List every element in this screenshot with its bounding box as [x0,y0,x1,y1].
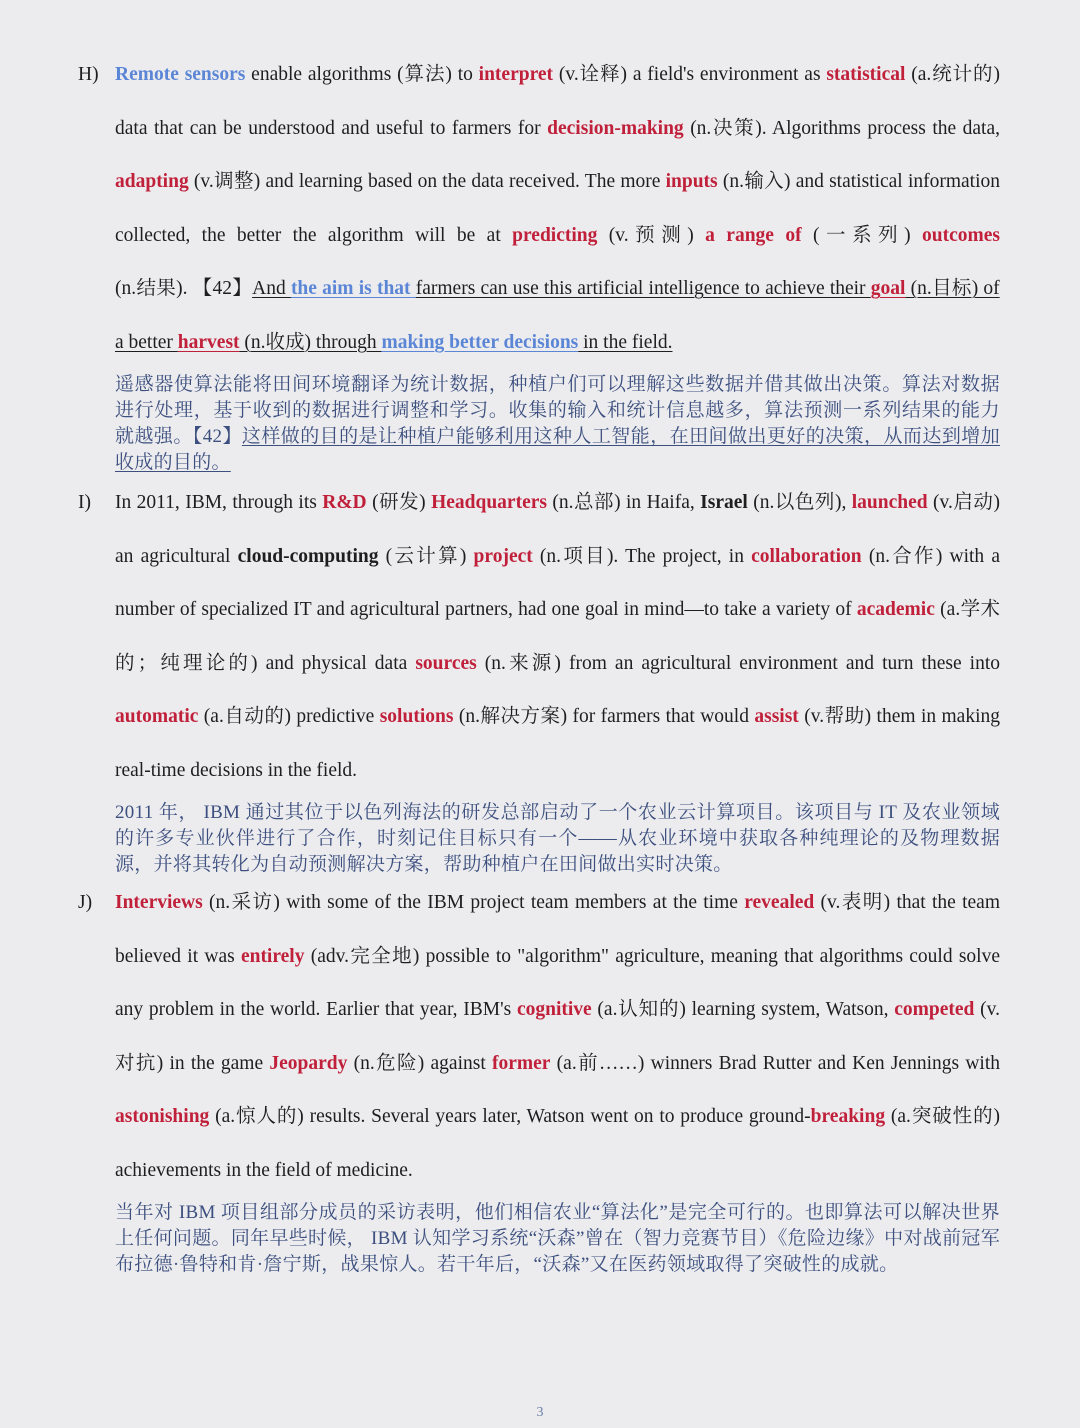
text-run: (n.输入) and statistical information collected, the better the algorithm will be at [115,171,1001,246]
text-run: (云计算) [378,545,474,567]
vocab-term: solutions [379,706,454,727]
paragraph-i [78,476,1000,878]
paragraph-h [78,48,1000,476]
underlined-text: farmers can use this artificial intelligence to achieve their [415,278,871,299]
text-run: (v.预测) [597,224,706,246]
underlined-text: in the field. [578,331,673,353]
text-run: (a.突破性的) achievements in the field of medicine. [115,1106,1000,1181]
text-run: In 2011, IBM, through its [115,492,323,513]
text-run: (n.来源) from an agricultural environment and turn these into [476,652,1000,674]
text-run: 当年对 IBM 项目组部分成员的采访表明，他们相信农业“算法化”是完全可行的。也即算法可以解决世界上任何问题。同年早些时候， IBM 认知学习系统“沃森”曾在（智力竞赛节目）《危险边缘》中对战前冠军布拉德·鲁特和肯·詹宁斯，战果惊人。若干年后，“沃森”又在医药领域取得了突破性的成就。 [115,1202,1000,1275]
text-run: (v.帮助) them in making real-time decisions in the field. [115,706,1001,781]
bold-term: cloud-computing [237,545,379,567]
text-run: (v.调整) and learning based on the data received. The more [188,171,666,192]
vocab-term: adapting [115,171,189,192]
vocab-term: outcomes [922,224,1001,246]
text-run: (n.解决方案) for farmers that would [453,706,755,727]
text-run: (adv.完全地) possible to "algorithm" agriculture, meaning that algorithms could solve any problem in the world. Earlier that year, IBM's [115,945,1001,1020]
paragraph-marker: I) [78,492,91,513]
vocab-term: R&D [322,492,367,513]
text-run: (n.项目). The project, in [532,545,752,567]
underlined-text: And [252,278,291,299]
bold-term: Israel [700,492,748,513]
underlined-vocab-term: harvest [177,331,240,353]
phrase-term: Remote sensors [115,64,246,85]
text-run: (v.对抗) in the game [115,999,1000,1074]
text-run: (n.结果). 【42】 [115,278,253,299]
vocab-term: inputs [665,171,718,192]
text-run: (a.学术的；纯理论的) and physical data [115,599,1000,674]
vocab-term: breaking [810,1106,886,1127]
text-run: (a.认知的) learning system, Watson, [591,999,895,1020]
vocab-term: Jeopardy [269,1052,348,1074]
vocab-term: Headquarters [431,492,547,513]
page-number: 3 [536,1405,544,1420]
text-run: (v.表明) that the team believed it was [115,892,1000,967]
paragraph-marker: J) [78,892,93,913]
text-run: (v.启动) an agricultural [115,492,1000,567]
vocab-term: collaboration [751,545,862,567]
text-run: (研发) [366,492,432,513]
text-run: enable algorithms (算法) to [245,64,479,85]
vocab-term: entirely [240,945,305,967]
vocab-term: statistical [826,64,906,85]
text-run: (n.总部) in Haifa, [546,492,701,513]
chinese-translation [115,800,1000,878]
english-text [115,876,1000,1197]
vocab-term: decision-making [547,117,684,139]
text-run: (a.惊人的) results. Several years later, Watson went on to produce ground- [209,1106,811,1127]
vocab-term: revealed [744,892,815,913]
text-run: (n.采访) with some of the IBM project team members at the time [202,892,745,913]
vocab-term: Interviews [115,892,203,913]
vocab-term: cognitive [516,999,592,1020]
vocab-term: predicting [512,224,598,246]
underlined-text: (n.收成) through [239,331,382,353]
text-run: (a.统计的) data that can be understood and useful to farmers for [115,64,1000,139]
vocab-term: sources [415,652,477,674]
text-run: 2011 年， IBM 通过其位于以色列海法的研发总部启动了一个农业云计算项目。该项目与 IT 及农业领域的许多专业伙伴进行了合作，时刻记住目标只有一个——从农业环境中获取各种纯理论的及物理数据源，并将其转化为自动预测解决方案，帮助种植户在田间做出实时决策。 [115,802,1000,875]
vocab-term: launched [851,492,928,513]
text-run: (v.诠释) a field's environment as [553,64,827,85]
underlined-text: 这样做的目的是让种植户能够利用这种人工智能，在田间做出更好的决策，从而达到增加收成的目的。 [115,426,1001,473]
vocab-term: astonishing [115,1106,210,1127]
text-run: (n.决策). Algorithms process the data, [683,117,1001,139]
vocab-term: project [473,545,533,567]
vocab-term: assist [754,706,799,727]
vocab-term: interpret [478,64,554,85]
chinese-translation [115,1200,1000,1278]
text-run: (n.以色列), [747,492,852,513]
text-run: (n.合作) with a number of specialized IT and agricultural partners, had one goal in mind—to take a variety of [115,545,1001,620]
text-run: (一系列) [801,224,923,246]
vocab-term: competed [894,999,975,1020]
underlined-phrase-term: making better decisions [381,331,579,353]
text-run: (n.危险) against [347,1052,492,1074]
text-run: (a.前……) winners Brad Rutter and Ken Jennings with [550,1052,1000,1074]
chinese-translation [115,372,1000,476]
underlined-vocab-term: goal [870,278,906,299]
english-text [115,476,1000,797]
underlined-text: (n.目标) of a better [115,278,1000,353]
underlined-phrase-term: the aim is that [290,278,416,299]
vocab-term: academic [856,599,935,620]
paragraph-marker: H) [78,64,99,85]
vocab-term: a range of [705,224,802,246]
text-run: (a.自动的) predictive [198,706,380,727]
vocab-term: automatic [115,706,199,727]
text-run: 遥感器使算法能将田间环境翻译为统计数据，种植户们可以理解这些数据并借其做出决策。算法对数据进行处理，基于收到的数据进行调整和学习。收集的输入和统计信息越多，算法预测一系列结果的能力就越强。【42】 [115,374,1000,447]
paragraph-j [78,876,1000,1278]
vocab-term: former [492,1052,551,1074]
english-text [115,48,1000,369]
